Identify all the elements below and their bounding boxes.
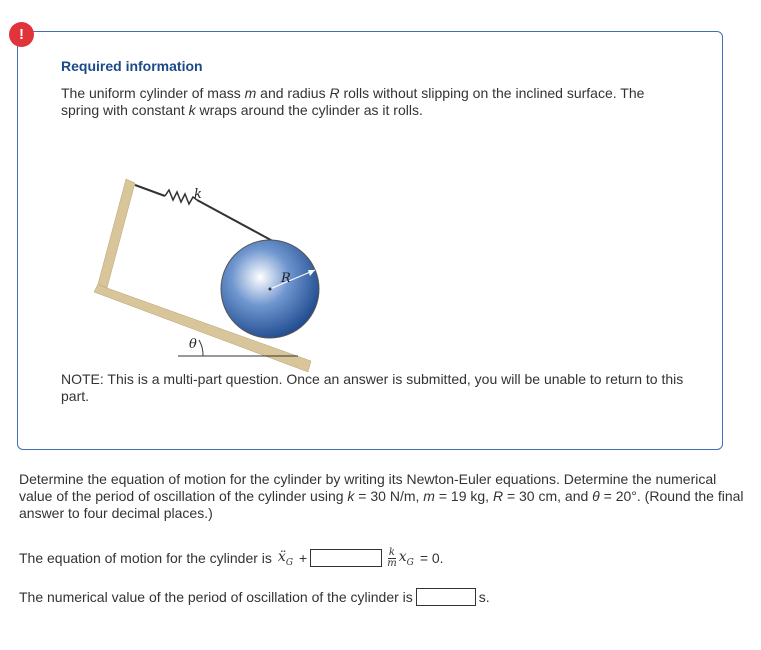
k-over-m-fraction: $\frac{k}{m}$ [387,546,397,569]
wall [98,179,135,288]
angle-label: θ [189,337,197,352]
info-title: Required information [61,58,203,74]
angle-arc [199,340,203,356]
rope [197,200,280,245]
question-text: Determine the equation of motion for the cylinder by writing its Newton-Euler equations. Determine the numerical value of the period of oscillation of the cylinder using k = 30 N/m, m = 19 kg, R = 30 cm, and θ = 20°. (Round the final answer to four decimal places.) [19,471,744,521]
cylinder-incline-figure [68,142,328,372]
equation-of-motion-line: The equation of motion for the cylinder is ẍ$_G$ + $\frac{k}{m}$ $x_G$ = 0. [19,546,444,569]
required-information-box [17,31,723,450]
x-g: $x_G$ [398,548,414,568]
period-of-oscillation-line: The numerical value of the period of oscillation of the cylinder is s. [19,589,490,605]
note-text: NOTE: This is a multi-part question. Once an answer is submitted, you will be unable to return to this part. [61,371,684,404]
alert-icon: ! [9,22,34,47]
radius-label: R [281,271,291,286]
spring [165,190,197,204]
period-input[interactable] [416,588,476,606]
equation-coefficient-input[interactable] [310,549,382,567]
info-description: The uniform cylinder of mass m and radius R rolls without slipping on the inclined surface. The spring with constant k wraps around the cylinder as it rolls. [61,85,645,118]
cylinder-diagram [68,142,328,372]
x-double-dot-g: ẍ$_G$ [277,548,294,568]
spring-label: k [194,187,202,202]
